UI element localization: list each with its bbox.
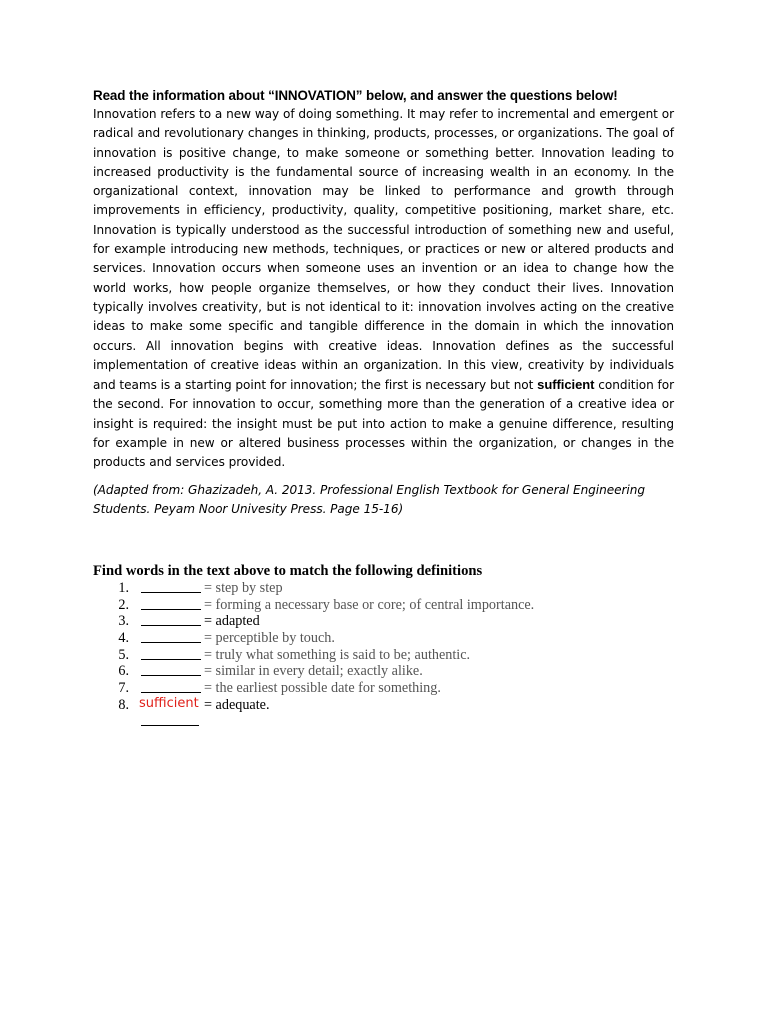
definition-text: = the earliest possible date for something. [204, 680, 441, 697]
item-number: 7. [118, 680, 129, 697]
paragraph-text-after: condition for the second. For innovation to occur, something more than the generation of a creative idea or insight is required: the insight must be put into action to make a genuine difference, resulting for example in new or altered business processes within the organization, or changes in the products and services provided. [93, 378, 674, 470]
reading-section [93, 86, 674, 519]
item-number: 5. [118, 646, 129, 663]
paragraph-text-before: Innovation refers to a new way of doing something. It may refer to incremental and emergent or radical and revolutionary changes in thinking, products, processes, or organizations. The goal of innovation is positive change, to make someone or something better. Innovation leading to increased productivity is the fundamental source of increasing wealth in an economy. In the organizational context, innovation may be linked to performance and growth through improvements in efficiency, productivity, quality, competitive positioning, market share, etc. Innovation is typically understood as the successful introduction of something new and useful, for example introducing new methods, techniques, or practices or new or altered products and services. Innovation occurs when someone uses an invention or an idea to change how the world works, how people organize themselves, or how they conduct their lives. Innovation typically involves creativity, but is not identical to it: innovation involves acting on the creative ideas to make some specific and tangible difference in the domain in which the innovation occurs. All innovation begins with creative ideas. Innovation defines as the successful implementation of creative ideas within an organization. In this view, creativity by individuals and teams is a starting point for innovation; the first is necessary but not [93, 107, 674, 393]
answer-blank[interactable] [141, 609, 201, 610]
definition-item-8 [93, 697, 693, 714]
reading-heading: Read the information about “INNOVATION” below, and answer the questions below! [93, 88, 618, 103]
definition-text: = adapted [204, 613, 260, 630]
definition-text: = perceptible by touch. [204, 630, 335, 647]
item-number: 3. [118, 613, 129, 630]
answer-underline [141, 725, 199, 726]
answer-blank[interactable] [141, 659, 201, 660]
definition-item-4 [93, 630, 693, 647]
item-number: 4. [118, 630, 129, 647]
definition-item-7 [93, 680, 693, 697]
definition-list [93, 580, 693, 714]
answer-blank[interactable] [141, 592, 201, 593]
filled-answer[interactable]: sufficient [139, 695, 199, 711]
exercise-title: Find words in the text above to match the following definitions [93, 563, 483, 579]
answer-blank[interactable] [141, 692, 201, 693]
definition-item-2 [93, 597, 693, 614]
item-number: 8. [118, 696, 129, 713]
definition-text: = truly what something is said to be; authentic. [204, 646, 471, 663]
item-number: 1. [118, 580, 129, 596]
definition-text: = step by step [204, 580, 283, 596]
definition-item-3 [93, 613, 693, 630]
item-number: 2. [118, 596, 129, 613]
reading-paragraph [93, 105, 674, 473]
exercise-section [93, 563, 693, 714]
definition-text: = adequate. [204, 696, 270, 713]
definition-item-5 [93, 647, 693, 664]
item-number: 6. [118, 663, 129, 680]
answer-blank[interactable] [141, 675, 201, 676]
definition-text: = forming a necessary base or core; of central importance. [204, 596, 535, 613]
answer-blank[interactable] [141, 642, 201, 643]
source-citation: (Adapted from: Ghazizadeh, A. 2013. Professional English Textbook for General Engineering Students. Peyam Noor Univesity Press. Page 15-16) [93, 482, 645, 516]
answer-blank[interactable] [141, 625, 201, 626]
definition-item-6 [93, 663, 693, 680]
highlighted-word: sufficient [537, 377, 595, 393]
definition-text: = similar in every detail; exactly alike. [204, 663, 423, 680]
definition-item-1 [93, 580, 693, 597]
